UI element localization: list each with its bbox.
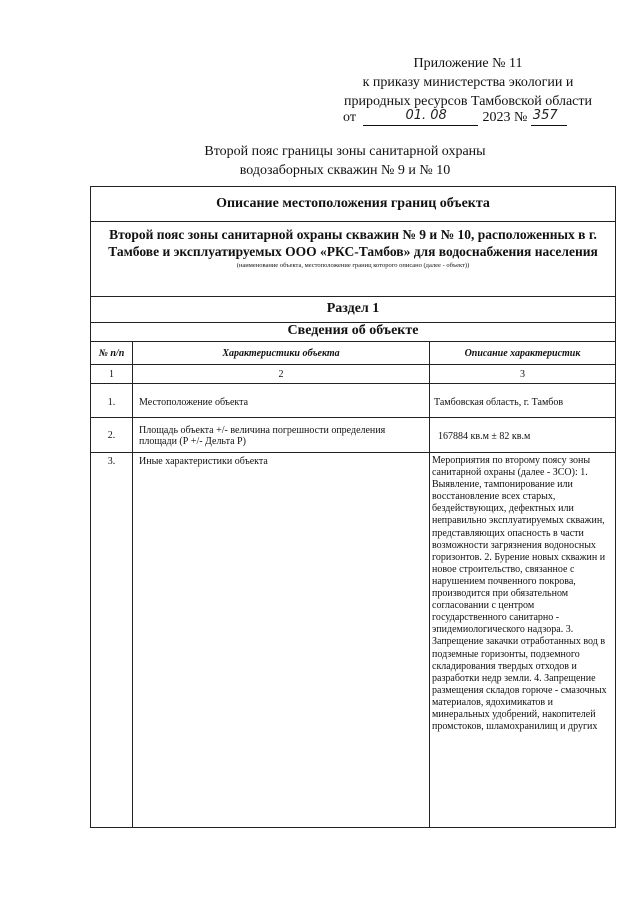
row-characteristic: Иные характеристики объекта	[139, 456, 268, 467]
section-title: Раздел 1	[91, 296, 615, 323]
row-number: 2.	[107, 430, 116, 441]
row-description-measures: Мероприятия по второму поясу зоны санитарной охраны (далее - ЗСО): 1. Выявление, тампонирование или восстановление всех старых, бездействующих, дефектных или неправильно эксплуатируемых скважин, представляющих опасность в части возможности загрязнения водоносных горизонтов. 2. Бурение новых скважин и новое строительство, связанное с нарушением почвенного покрова, производится при обязательном согласовании с центром государственного санитарно - эпидемиологического надзора. 3. Запрещение закачки отработанных вод в подземные горизонты, подземного складирования твердых отходов и разработки недр земли. 4. Запрещение размещения складов горюче - смазочных материалов, ядохимикатов и минеральных удобрений, накопителей промстоков, шламохранилищ и других	[432, 455, 607, 733]
section-subtitle: Сведения об объекте	[91, 323, 615, 342]
object-name: Второй пояс зоны санитарной охраны скважин № 9 и № 10, расположенных в г. Тамбове и эксплуатируемых ООО «РКС-Тамбов» для водоснабжения населения	[108, 227, 598, 259]
characteristics-table	[91, 342, 615, 827]
order-year-label: 2023 №	[482, 110, 528, 125]
header-description: Описание характеристик	[464, 348, 581, 359]
appendix-block	[318, 54, 618, 111]
order-date-blank	[363, 108, 478, 126]
row-characteristic: Площадь объекта +/- величина погрешности определения площади (Р +/- Дельта Р)	[139, 425, 386, 447]
order-from-label: от	[343, 110, 356, 125]
row-description: Тамбовская область, г. Тамбов	[434, 397, 564, 408]
title-line: Второй пояс границы зоны санитарной охраны	[204, 144, 486, 159]
column-number-label: 1	[109, 369, 114, 380]
handwritten-date: 01. 08	[405, 108, 447, 123]
handwritten-number: 357	[532, 108, 558, 123]
appendix-line: к приказу министерства экологии и	[362, 75, 574, 90]
document-title	[150, 142, 540, 180]
header-number: № п/п	[98, 348, 125, 359]
description-form	[90, 186, 616, 828]
row-number: 3.	[107, 456, 116, 467]
form-heading: Описание местоположения границ объекта	[91, 187, 615, 222]
object-note: (наименование объекта, местоположение границ которого описано (далее - объект))	[236, 262, 470, 269]
order-date-line	[343, 109, 640, 126]
object-name-block	[91, 222, 615, 297]
appendix-line: Приложение № 11	[413, 56, 523, 71]
column-number-label: 3	[520, 369, 525, 380]
column-number-label: 2	[278, 369, 284, 380]
appendix-line: природных ресурсов Тамбовской области	[343, 94, 593, 109]
title-line: водозаборных скважин № 9 и № 10	[239, 163, 451, 178]
row-characteristic: Местоположение объекта	[139, 397, 249, 408]
row-number: 1.	[107, 397, 116, 408]
order-number-blank	[531, 108, 567, 126]
header-characteristic: Характеристики объекта	[222, 348, 340, 359]
row-description: 167884 кв.м ± 82 кв.м	[438, 431, 531, 442]
